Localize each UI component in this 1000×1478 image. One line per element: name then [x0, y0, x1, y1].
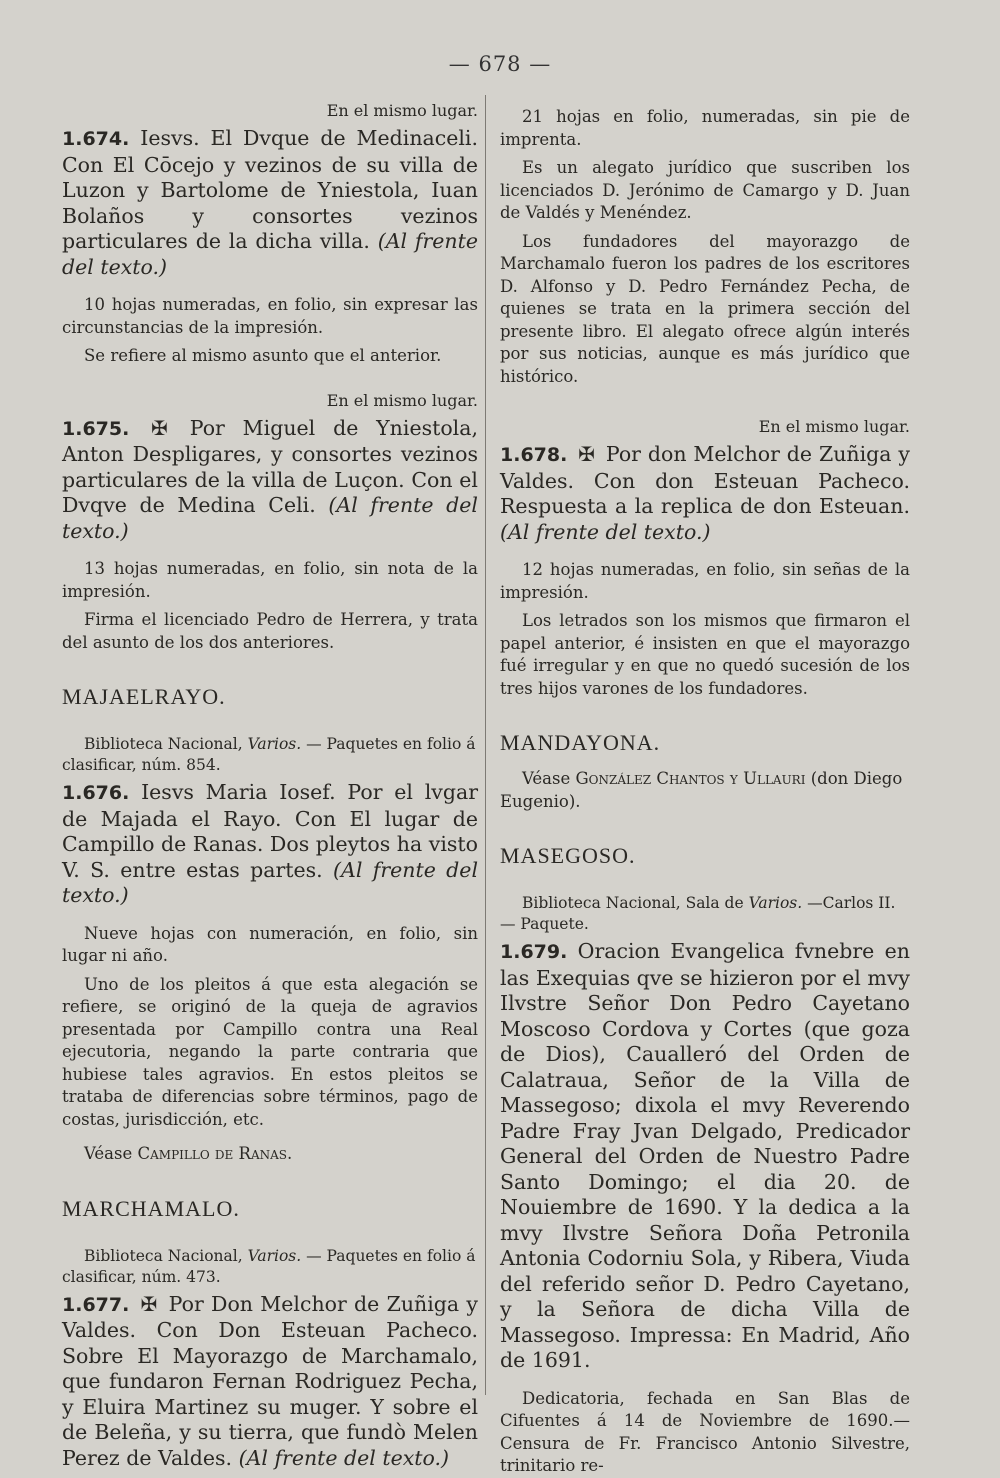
description: Los fundadores del mayorazgo de Marchamalo fueron los padres de los escritores D. Alfonso y D. Pedro Fernández Pecha, de quienes se trata en la primera sección del presente libro. El alegato ofrece algún interés por sus noticias, aunque es más jurídico que histórico.	[500, 231, 910, 386]
entry-title: Iesvs. El Dvque de Medinaceli. Con El Cōcejo y vezinos de su villa de Luzon y Bartolome de Yniestola, Iuan Bolaños y consortes vezinos particulares de la dicha villa.	[62, 126, 478, 253]
source-text: Biblioteca Nacional,	[84, 1246, 243, 1265]
source-text: Biblioteca Nacional,	[84, 735, 243, 753]
description: Es un alegato jurídico que suscriben los licenciados D. Jerónimo de Camargo y D. Juan de Valdés y Menéndez.	[500, 158, 910, 222]
description: 13 hojas numeradas, en folio, sin nota de la impresión.	[62, 559, 478, 601]
source-text: — Paquetes en folio á clasificar, núm. 473.	[62, 1246, 476, 1286]
description: 12 hojas numeradas, en folio, sin señas de la impresión.	[500, 560, 910, 602]
page-number: — 678 —	[448, 52, 552, 76]
source-italic: Varios.	[748, 894, 803, 912]
left-column	[62, 100, 478, 1471]
cross-icon: ✠	[151, 415, 168, 440]
description: Se refiere al mismo asunto que el anterior.	[84, 346, 442, 365]
description: 21 hojas en folio, numeradas, sin pie de imprenta.	[500, 107, 910, 149]
entry-number: 1.678.	[500, 444, 568, 466]
column-divider	[485, 95, 486, 1395]
front-note: (Al frente del texto.)	[62, 857, 478, 907]
entry-number: 1.674.	[62, 128, 130, 150]
cross-reference	[500, 768, 910, 813]
place-line: En el mismo lugar.	[758, 417, 910, 436]
source-text: —Carlos II.— Paquete.	[500, 894, 896, 933]
description: Firma el licenciado Pedro de Herrera, y trata del asunto de los dos anteriores.	[62, 610, 478, 652]
front-note: (Al frente del texto.)	[62, 493, 478, 543]
cross-icon: ✠	[140, 1291, 158, 1316]
entry-1674	[62, 126, 478, 280]
xref-text: Véase	[84, 1144, 133, 1163]
entry-number: 1.675.	[62, 417, 130, 440]
source-line	[500, 893, 910, 935]
entry-1676	[62, 780, 478, 909]
source-line	[62, 734, 478, 776]
source-italic: Varios.	[247, 735, 302, 753]
source-italic: Varios.	[247, 1246, 302, 1265]
entry-title: Por Miguel de Yniestola, Anton Despligares, y consortes vezinos particulares de la villa de Luçon. Con el Dvqve de Medina Celi.	[62, 415, 478, 517]
entry-number: 1.677.	[62, 1293, 130, 1316]
front-note: (Al frente del texto.)	[500, 519, 711, 544]
source-line	[62, 1246, 478, 1288]
source-text: Biblioteca Nacional, Sala de	[522, 894, 744, 912]
description: Dedicatoria, fechada en San Blas de Cifuentes á 14 de Noviembre de 1690.— Censura de Fr. Francisco Antonio Silvestre, trinitario re-	[500, 1388, 910, 1475]
cross-icon: ✠	[578, 442, 595, 466]
place-line: En el mismo lugar.	[326, 101, 478, 120]
cross-reference	[62, 1143, 478, 1166]
description: Los letrados son los mismos que firmaron el papel anterior, é insisten en que el mayorazgo fué irregular y en que no quedó sucesión de los tres hijos varones de los fundadores.	[500, 611, 910, 698]
entry-title: Por Don Melchor de Zuñiga y Valdes. Con Don Esteuan Pacheco. Sobre El Mayorazgo de Marchamalo, que fundaron Fernan Rodriguez Pecha, y Eluira Martinez su muger. Y sobre el de Beleña, y su tierra, que fundò Melen Perez de Valdes.	[62, 1291, 478, 1470]
section-heading: MASEGOSO.	[500, 843, 636, 868]
section-heading: MARCHAMALO.	[62, 1195, 240, 1221]
entry-title: Iesvs Maria Iosef. Por el lvgar de Majada el Rayo. Con El lugar de Campillo de Ranas. Dos pleytos ha visto V. S. entre estas partes.	[62, 780, 478, 882]
description: Uno de los pleitos á que esta alegación se refiere, se originó de la queja de agravios presentada por Campillo contra una Real ejecutoria, negando la parte contraria que hubiese tales agravios. En estos pleitos se trataba de diferencias sobre términos, pago de costas, jurisdicción, etc.	[62, 974, 478, 1129]
front-note: (Al frente del texto.)	[238, 1445, 450, 1470]
entry-number: 1.676.	[62, 782, 130, 804]
xref-text: Véase	[522, 769, 571, 788]
description: Nueve hojas con numeración, en folio, sin lugar ni año.	[62, 923, 478, 965]
source-text: — Paquetes en folio á clasificar, núm. 854.	[62, 735, 476, 774]
entry-1679	[500, 939, 910, 1374]
entry-number: 1.679.	[500, 941, 568, 963]
section-heading: MAJAELRAYO.	[62, 684, 226, 709]
entry-1677	[62, 1292, 478, 1472]
entry-1675	[62, 416, 478, 545]
right-column	[500, 100, 910, 1478]
entry-title: Oracion Evangelica fvnebre en las Exequias qve se hizieron por el mvy Ilvstre Señor Don Pedro Cayetano Moscoso Cordova y Cortes (que goza de Dios), Caualleró del Orden de Calatraua, Señor de la Villa de Massegoso; dixola el mvy Reverendo Padre Fray Jvan Delgado, Predicador General del Orden de Nuestro Padre Santo Domingo; el dia 20. de Nouiembre de 1690. Y la dedica a la mvy Ilvstre Señora Doña Petronila Antonia Codorniu Sola, y Ribera, Viuda del referido señor D. Pedro Cayetano, y la Señora de dicha Villa de Massegoso. Impressa: En Madrid, Año de 1691.	[500, 939, 910, 1372]
entry-title: Por don Melchor de Zuñiga y Valdes. Con don Esteuan Pacheco. Respuesta a la replica de don Esteuan.	[500, 442, 910, 518]
place-line: En el mismo lugar.	[326, 390, 478, 410]
entry-1678	[500, 442, 910, 545]
xref-target: González Chantos y Ullauri	[575, 769, 806, 788]
description: 10 hojas numeradas, en folio, sin expresar las circunstancias de la impresión.	[62, 295, 478, 337]
front-note: (Al frente del texto.)	[62, 229, 478, 279]
section-heading: MANDAYONA.	[500, 730, 661, 755]
xref-target: Campillo de Ranas.	[137, 1144, 293, 1163]
xref-text: (don Diego Eugenio).	[500, 769, 903, 811]
